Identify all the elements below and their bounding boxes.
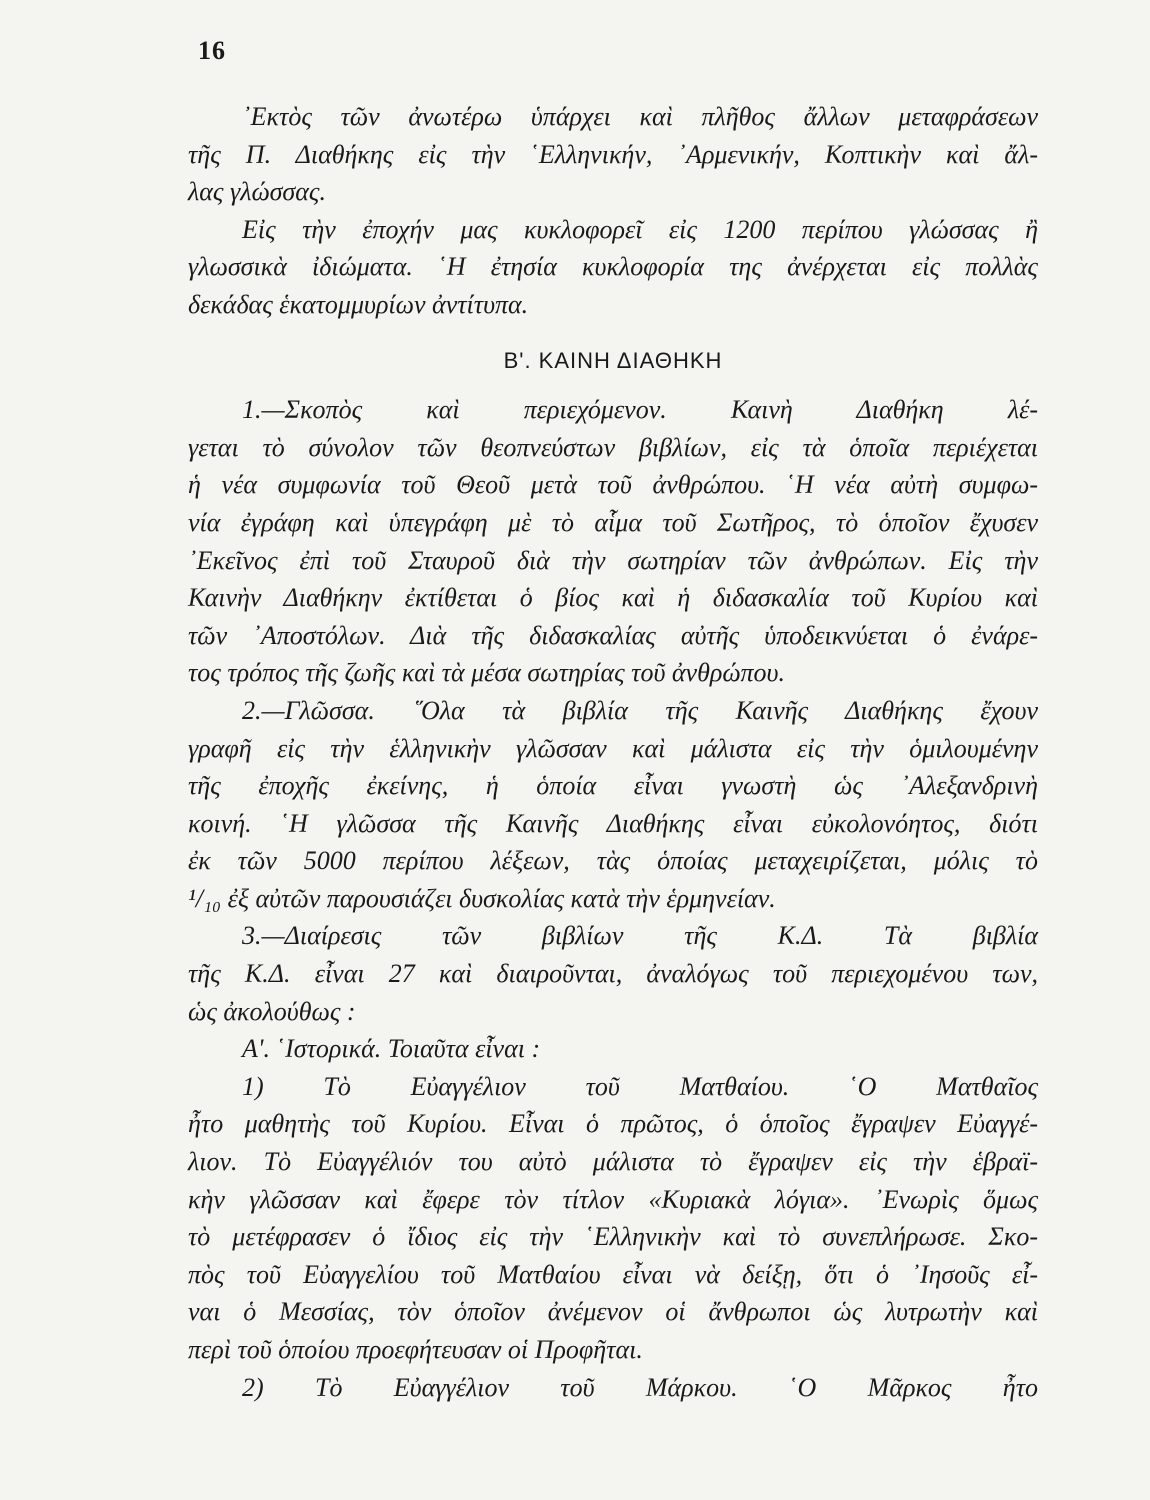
section-heading: Β'. ΚΑΙΝΗ ΔΙΑΘΗΚΗ <box>503 347 723 373</box>
text-line: νία ἐγράφη καὶ ὑπεγράφη μὲ τὸ αἷμα τοῦ Σωτῆρος, τὸ ὁποῖον ἔχυσεν <box>188 507 1038 537</box>
text-line: τὸ μετέφρασεν ὁ ἴδιος εἰς τὴν ῾Ελληνικὴν καὶ τὸ συνεπλήρωσε. Σκο- <box>188 1222 1038 1252</box>
page-number: 16 <box>198 36 226 65</box>
text-line: γεται τὸ σύνολον τῶν θεοπνεύστων βιβλίων, εἰς τὰ ὁποῖα περιέχεται <box>188 432 1038 462</box>
text-line: ἡ νέα συμφωνία τοῦ Θεοῦ μετὰ τοῦ ἀνθρώπου. ῾Η νέα αὐτὴ συμφω- <box>188 470 1038 500</box>
text-line: Καινὴν Διαθήκην ἐκτίθεται ὁ βίος καὶ ἡ διδασκαλία τοῦ Κυρίου καὶ <box>188 583 1038 613</box>
text-line: ᾿Εκεῖνος ἐπὶ τοῦ Σταυροῦ διὰ τὴν σωτηρίαν τῶν ἀνθρώπων. Εἰς τὴν <box>188 545 1038 575</box>
text-line: ἐκ τῶν 5000 περίπου λέξεων, τὰς ὁποίας μεταχειρίζεται, μόλις τὸ <box>188 846 1038 876</box>
text-line: ἦτο μαθητὴς τοῦ Κυρίου. Εἶναι ὁ πρῶτος, ὁ ὁποῖος ἔγραψεν Εὐαγγέ- <box>188 1109 1038 1139</box>
text-line: δεκάδας ἑκατομμυρίων ἀντίτυπα. <box>188 289 529 319</box>
text-line: τῆς Π. Διαθήκης εἰς τὴν ῾Ελληνικήν, ᾿Αρμενικήν, Κοπτικὴν καὶ ἄλ- <box>188 139 1038 169</box>
text-line: πὸς τοῦ Εὐαγγελίου τοῦ Ματθαίου εἶναι νὰ δείξῃ, ὅτι ὁ ᾿Ιησοῦς εἶ- <box>188 1259 1038 1289</box>
text-line: γλωσσικὰ ἰδιώματα. ῾Η ἐτησία κυκλοφορία της ἀνέρχεται εἰς πολλὰς <box>188 252 1038 282</box>
text-line: τῆς Κ.Δ. εἶναι 27 καὶ διαιροῦνται, ἀναλόγως τοῦ περιεχομένου των, <box>188 959 1038 989</box>
text-line: ᾿Εκτὸς τῶν ἀνωτέρω ὑπάρχει καὶ πλῆθος ἄλλων μεταφράσεων <box>242 102 1038 131</box>
text-line: ναι ὁ Μεσσίας, τὸν ὁποῖον ἀνέμενον οἱ ἄνθρωποι ὡς λυτρωτὴν καὶ <box>188 1297 1038 1327</box>
text-line: κὴν γλῶσσαν καὶ ἔφερε τὸν τίτλον «Κυριακὰ λόγια». ᾿Ενωρὶς ὅμως <box>188 1184 1038 1214</box>
text-line: τῆς ἐποχῆς ἐκείνης, ἡ ὁποία εἶναι γνωστὴ ὡς ᾿Αλεξανδρινὴ <box>188 771 1038 801</box>
text-line: 1.—Σκοπὸς καὶ περιεχόμενον. Καινὴ Διαθήκη λέ- <box>242 395 1038 425</box>
text-line: κοινή. ῾Η γλῶσσα τῆς Καινῆς Διαθήκης εἶναι εὐκολονόητος, διότι <box>188 808 1038 838</box>
text-line: γραφῆ εἰς τὴν ἑλληνικὴν γλῶσσαν καὶ μάλιστα εἰς τὴν ὁμιλουμένην <box>188 733 1038 763</box>
text-line: Α'. ῾Ιστορικά. Τοιαῦτα εἶναι : <box>242 1034 541 1064</box>
text-line: 2) Τὸ Εὐαγγέλιον τοῦ Μάρκου. ῾Ο Μᾶρκος ἦτο <box>242 1372 1038 1402</box>
text-line: ¹/₁₀ ἐξ αὐτῶν παρουσιάζει δυσκολίας κατὰ τὴν ἑρμηνείαν. <box>188 883 776 913</box>
text-line: τος τρόπος τῆς ζωῆς καὶ τὰ μέσα σωτηρίας τοῦ ἀνθρώπου. <box>188 658 785 688</box>
text-line: 1) Τὸ Εὐαγγέλιον τοῦ Ματθαίου. ῾Ο Ματθαῖος <box>242 1071 1038 1101</box>
text-line: τῶν ᾿Αποστόλων. Διὰ τῆς διδασκαλίας αὐτῆς ὑποδεικνύεται ὁ ἐνάρε- <box>188 620 1038 650</box>
text-line: 2.—Γλῶσσα. ῞Ολα τὰ βιβλία τῆς Καινῆς Διαθήκης ἔχουν <box>242 695 1038 725</box>
text-line: Εἰς τὴν ἐποχήν μας κυκλοφορεῖ εἰς 1200 περίπου γλώσσας ἢ <box>242 214 1038 244</box>
body-text <box>188 98 1038 1406</box>
text-line: ὡς ἀκολούθως : <box>188 996 356 1026</box>
text-line: περὶ τοῦ ὁποίου προεφήτευσαν οἱ Προφῆται. <box>188 1335 643 1364</box>
text-line: λας γλώσσας. <box>188 177 326 207</box>
text-line: λιον. Τὸ Εὐαγγέλιόν του αὐτὸ μάλιστα τὸ ἔγραψεν εἰς τὴν ἑβραϊ- <box>188 1147 1038 1177</box>
text-line: 3.—Διαίρεσις τῶν βιβλίων τῆς Κ.Δ. Τὰ βιβλία <box>242 921 1038 951</box>
